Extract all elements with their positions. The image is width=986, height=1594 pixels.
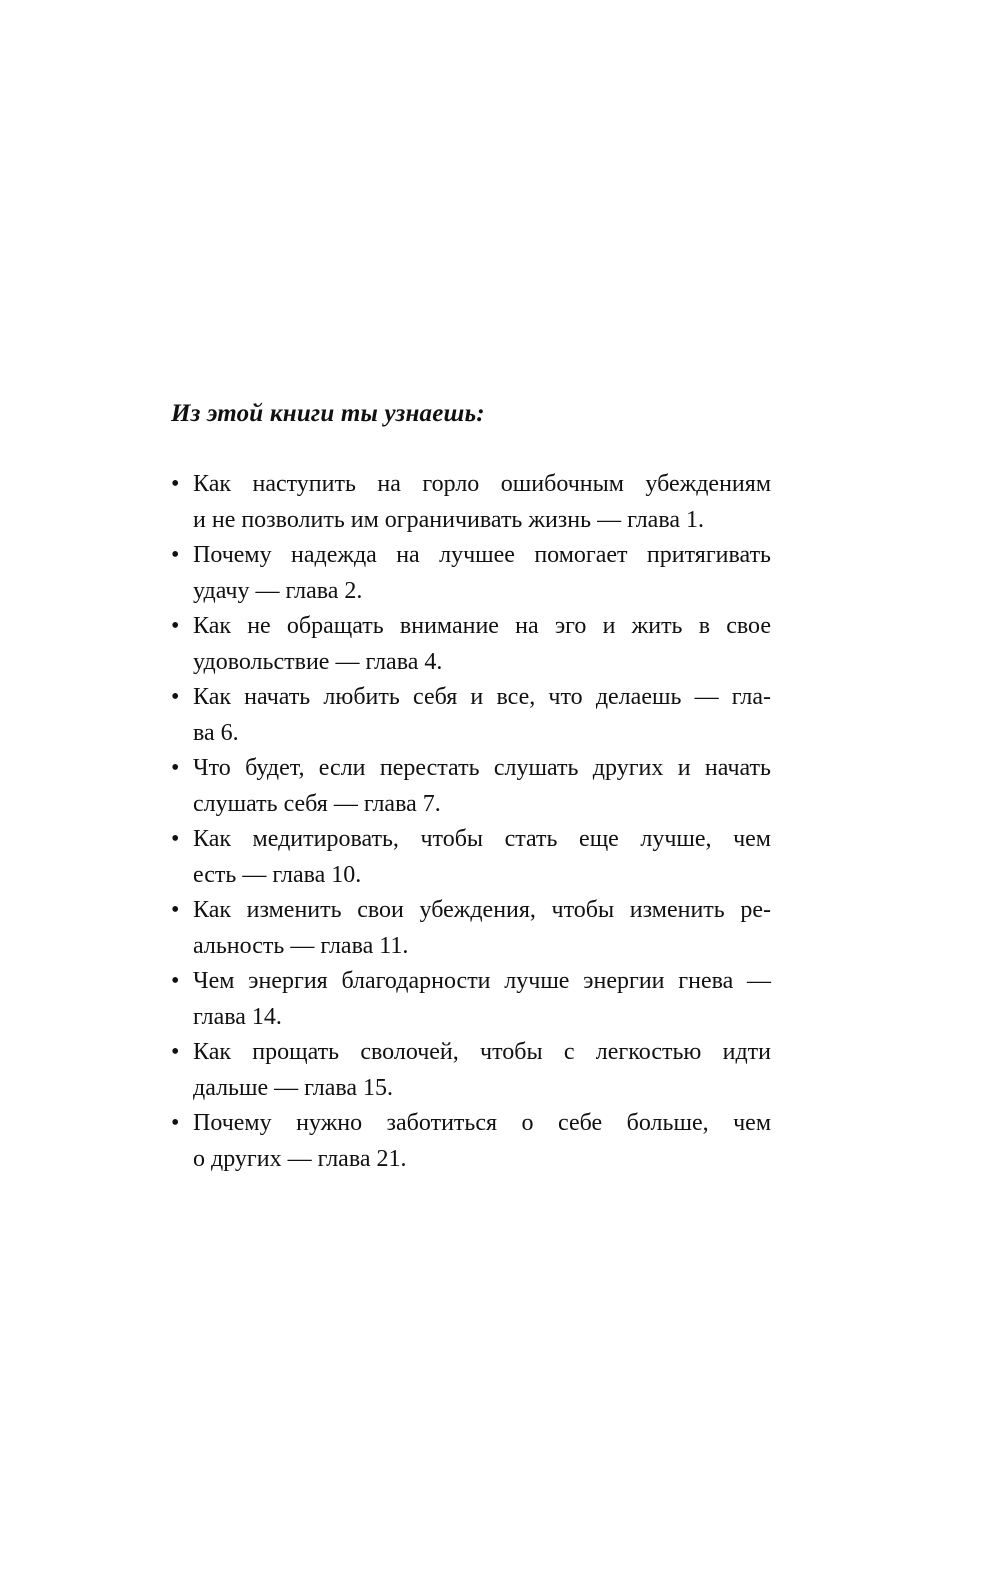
item-text-line-2: дальше — глава 15. <box>193 1074 394 1101</box>
bullet-icon: • <box>171 968 180 994</box>
bullet-icon: • <box>171 542 180 568</box>
list-item <box>171 751 771 822</box>
item-text-line-1: Как изменить свои убеждения, чтобы изменить ре- <box>193 897 771 923</box>
bullet-icon: • <box>171 897 180 923</box>
bullet-icon: • <box>171 684 180 710</box>
list-item <box>171 538 771 609</box>
item-text-line-2: альность — глава 11. <box>193 932 409 959</box>
bullet-icon: • <box>171 826 180 852</box>
item-text-line-2: удачу — глава 2. <box>193 577 363 604</box>
list-item <box>171 822 771 893</box>
bullet-icon: • <box>171 613 180 639</box>
bullet-icon: • <box>171 1039 180 1065</box>
list-item <box>171 1106 771 1177</box>
item-text-line-2: ва 6. <box>193 719 239 746</box>
list-item <box>171 964 771 1035</box>
item-text-line-1: Как медитировать, чтобы стать еще лучше, чем <box>193 826 771 852</box>
item-text-line-2: удовольствие — глава 4. <box>193 648 443 675</box>
item-text-line-1: Почему нужно заботиться о себе больше, чем <box>193 1110 771 1136</box>
section-heading: Из этой книги ты узнаешь: <box>171 400 485 427</box>
item-text-line-2: глава 14. <box>193 1003 282 1030</box>
item-text-line-1: Почему надежда на лучшее помогает притягивать <box>193 542 771 568</box>
bullet-icon: • <box>171 471 180 497</box>
item-text-line-1: Как прощать сволочей, чтобы с легкостью идти <box>193 1039 771 1065</box>
item-text-line-1: Как наступить на горло ошибочным убеждениям <box>193 471 771 497</box>
item-text-line-2: слушать себя — глава 7. <box>193 790 441 817</box>
bullet-icon: • <box>171 1110 180 1136</box>
list-item <box>171 467 771 538</box>
list-item <box>171 1035 771 1106</box>
item-text-line-2: и не позволить им ограничивать жизнь — глава 1. <box>193 506 704 533</box>
item-text-line-1: Как не обращать внимание на эго и жить в свое <box>193 613 771 639</box>
bullet-icon: • <box>171 755 180 781</box>
item-text-line-1: Как начать любить себя и все, что делаешь — гла- <box>193 684 771 710</box>
chapter-highlights-list <box>171 467 771 1177</box>
item-text-line-1: Что будет, если перестать слушать других и начать <box>193 755 771 781</box>
item-text-line-1: Чем энергия благодарности лучше энергии гнева — <box>193 968 771 994</box>
list-item <box>171 893 771 964</box>
list-item <box>171 609 771 680</box>
item-text-line-2: есть — глава 10. <box>193 861 362 888</box>
item-text-line-2: о других — глава 21. <box>193 1145 407 1172</box>
list-item <box>171 680 771 751</box>
